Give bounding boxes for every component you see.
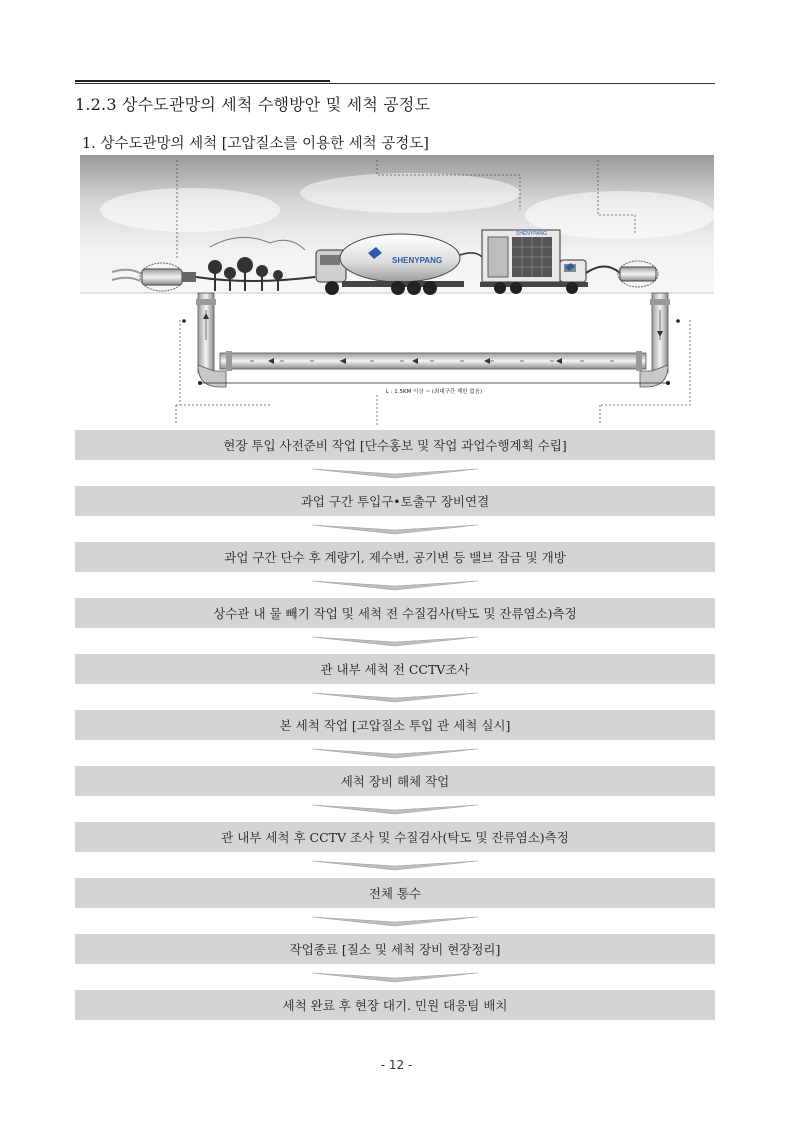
step-box: 세척 장비 해체 작업	[75, 766, 715, 796]
chevron-down-icon	[312, 581, 478, 590]
flow-arrow	[75, 572, 715, 598]
step-box: 본 세척 작업 [고압질소 투입 관 세척 실시]	[75, 710, 715, 740]
distance-label: L : 1.5KM 이상 ~ (최대구간 제한 없음)	[385, 389, 483, 395]
chevron-down-icon	[312, 861, 478, 870]
chevron-down-icon	[312, 469, 478, 478]
sub-heading: 1. 상수도관망의 세척 [고압질소를 이용한 세척 공정도]	[82, 136, 429, 152]
chevron-down-icon	[312, 525, 478, 534]
step-box: 과업 구간 투입구•토출구 장비연결	[75, 486, 715, 516]
step-box: 작업종료 [질소 및 세척 장비 현장정리]	[75, 934, 715, 964]
flow-arrow	[75, 460, 715, 486]
process-flowchart	[75, 430, 715, 1020]
flow-arrow	[75, 908, 715, 934]
chevron-down-icon	[312, 805, 478, 814]
page-number: - 12 -	[380, 1058, 413, 1072]
flow-arrow	[75, 964, 715, 990]
chevron-down-icon	[312, 637, 478, 646]
rig-brand-label: SHENYPANG	[516, 231, 548, 237]
step-box: 상수관 내 물 빼기 작업 및 세척 전 수질검사(탁도 및 잔류염소)측정	[75, 598, 715, 628]
step-box: 현장 투입 사전준비 작업 [단수홍보 및 작업 과업수행계획 수립]	[75, 430, 715, 460]
pipe-cleaning-diagram	[80, 155, 714, 425]
flow-arrow	[75, 852, 715, 878]
header-rule-thin	[75, 83, 715, 84]
chevron-down-icon	[312, 917, 478, 926]
chevron-down-icon	[312, 693, 478, 702]
flow-arrow	[75, 684, 715, 710]
flow-arrow	[75, 628, 715, 654]
chevron-down-icon	[312, 749, 478, 758]
flow-arrow	[75, 516, 715, 542]
truck-brand-label: SHENYPANG	[392, 256, 443, 265]
step-box: 관 내부 세척 후 CCTV 조사 및 수질검사(탁도 및 잔류염소)측정	[75, 822, 715, 852]
header-rule-thick	[75, 80, 330, 82]
step-box: 과업 구간 단수 후 계량기, 제수변, 공기변 등 밸브 잠금 및 개방	[75, 542, 715, 572]
flow-arrow	[75, 740, 715, 766]
step-box: 전체 통수	[75, 878, 715, 908]
section-heading: 1.2.3 상수도관망의 세척 수행방안 및 세척 공정도	[75, 95, 431, 114]
chevron-down-icon	[312, 973, 478, 982]
step-box: 세척 완료 후 현장 대기. 민원 대응팀 배치	[75, 990, 715, 1020]
flow-arrow	[75, 796, 715, 822]
step-box: 관 내부 세척 전 CCTV조사	[75, 654, 715, 684]
